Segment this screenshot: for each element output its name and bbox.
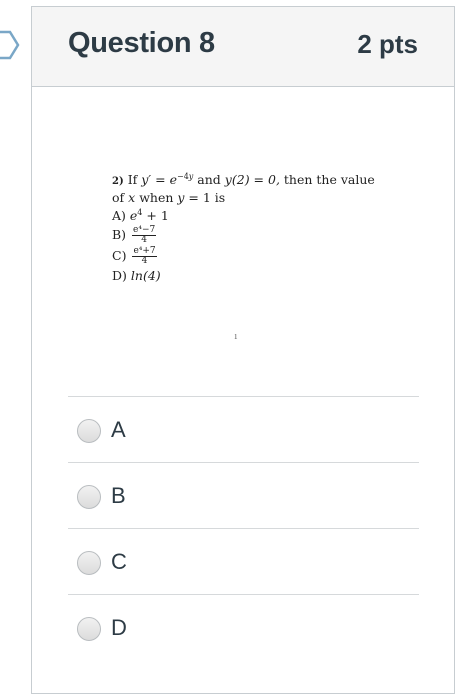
answer-list <box>68 396 419 660</box>
question-points: 2 pts <box>357 29 418 59</box>
fraction: $\frac{\text{e⁴−7}}{4}$ <box>133 225 156 245</box>
answer-label: D <box>111 615 127 640</box>
problem-choice-d: D) ln(4) <box>112 268 161 283</box>
question-header <box>32 7 454 87</box>
radio-button[interactable] <box>77 617 101 641</box>
question-card <box>31 6 455 694</box>
problem-statement: 2) If $y' = e^{-4y}$ and y(2) = 0, then the value <box>112 172 375 187</box>
answer-option-a[interactable] <box>68 396 419 462</box>
problem-choice-a: A) $e^4 + 1$ <box>112 208 169 223</box>
problem-image <box>112 172 412 284</box>
problem-choice-b: B) $\frac{\text{e⁴−7}}{4}$ <box>112 225 156 245</box>
radio-button[interactable] <box>77 551 101 575</box>
question-title: Question 8 <box>68 27 215 59</box>
answer-option-d[interactable] <box>68 594 419 660</box>
problem-choice-c: C) $\frac{\text{e⁴+7}}{4}$ <box>112 246 156 266</box>
problem-statement-line2: of x when y = 1 is <box>112 190 226 205</box>
radio-button[interactable] <box>77 419 101 443</box>
page-number: 1 <box>234 333 238 341</box>
answer-label: C <box>111 549 127 574</box>
radio-button[interactable] <box>77 485 101 509</box>
fraction: $\frac{\text{e⁴+7}}{4}$ <box>133 246 156 266</box>
answer-option-b[interactable] <box>68 462 419 528</box>
answer-label: A <box>111 417 126 442</box>
answer-option-c[interactable] <box>68 528 419 594</box>
answer-label: B <box>111 483 126 508</box>
problem-number: 2) <box>112 176 124 187</box>
question-nav-flag-icon[interactable] <box>0 30 20 60</box>
